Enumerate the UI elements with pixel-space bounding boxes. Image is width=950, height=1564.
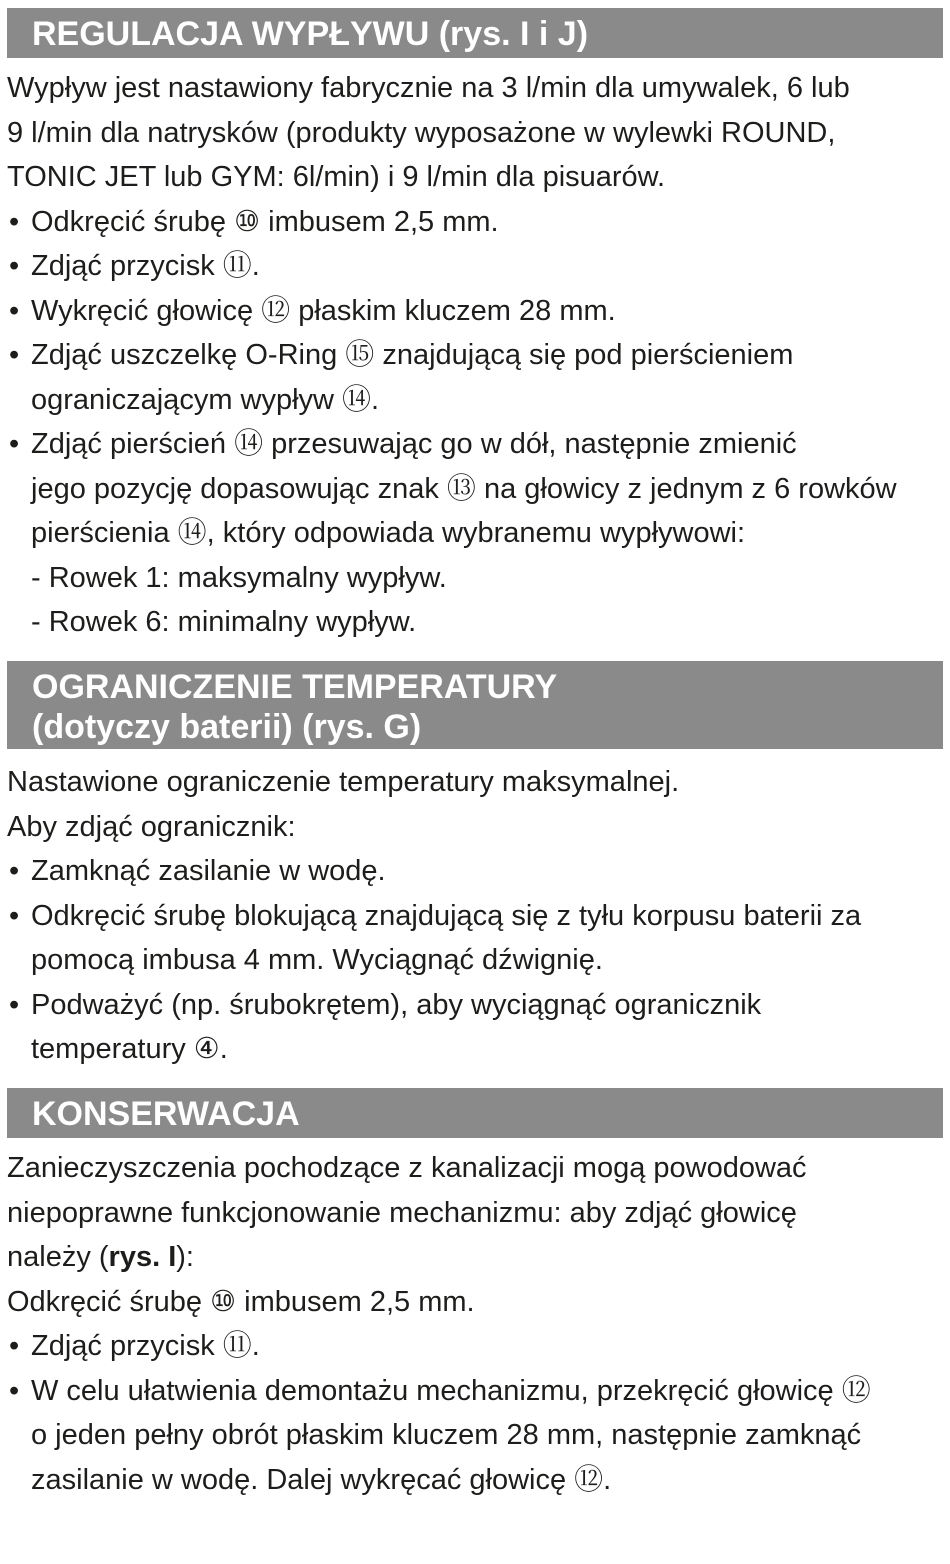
section-title-line1: OGRANICZENIE TEMPERATURY — [32, 668, 558, 706]
text-fragment: należy ( — [7, 1241, 109, 1273]
section-title: REGULACJA WYPŁYWU (rys. I i J) — [32, 15, 589, 53]
text-fragment: ): — [176, 1241, 194, 1273]
text-line: TONIC JET lub GYM: 6l/min) i 9 l/min dla pisuarów. — [7, 161, 666, 193]
bullet-item: • Odkręcić śrubę blokującą znajdującą się z tyłu korpusu baterii za — [7, 894, 943, 939]
text-line: zasilanie w wodę. Dalej wykręcać głowicę ⑫. — [31, 1463, 612, 1496]
text-line: Odkręcić śrubę ⑩ imbusem 2,5 mm. — [7, 1285, 475, 1318]
text-line: Aby zdjąć ogranicznik: — [7, 810, 296, 843]
text-line: Nastawione ograniczenie temperatury maksymalnej. — [7, 766, 680, 798]
section-header-maintenance — [7, 1088, 943, 1138]
section-header-flow-regulation — [7, 8, 943, 58]
bullet-item: • Zamknąć zasilanie w wodę. — [7, 849, 943, 894]
bullet-item: • W celu ułatwienia demontażu mechanizmu, przekręcić głowicę ⑫ — [7, 1369, 943, 1414]
text-line: o jeden pełny obrót płaskim kluczem 28 mm, następnie zamknąć — [31, 1419, 862, 1451]
text-line: 9 l/min dla natrysków (produkty wyposażone w wylewki ROUND, — [7, 116, 836, 149]
section-body-temperature-limit — [7, 760, 943, 1072]
section-body-flow-regulation — [7, 66, 943, 645]
bullet-item: • Zdjąć uszczelkę O-Ring ⑮ znajdującą się pod pierścieniem — [7, 333, 943, 378]
bold-reference: rys. I — [108, 1241, 177, 1273]
section-title-line2: (dotyczy baterii) (rys. G) — [32, 708, 422, 746]
bullet-item: • Podważyć (np. śrubokrętem), aby wyciągnąć ogranicznik — [7, 983, 943, 1028]
section-body-maintenance — [7, 1146, 943, 1502]
section-title: KONSERWACJA — [32, 1095, 300, 1133]
text-line: Wypływ jest nastawiony fabrycznie na 3 l/min dla umywalek, 6 lub — [7, 72, 850, 104]
text-line: pomocą imbusa 4 mm. Wyciągnąć dźwignię. — [31, 944, 603, 976]
bullet-item: • Zdjąć przycisk ⑪. — [7, 1324, 943, 1369]
bullet-item: • Zdjąć pierścień ⑭ przesuwając go w dół, następnie zmienić — [7, 422, 943, 467]
text-line: Zanieczyszczenia pochodzące z kanalizacji mogą powodować — [7, 1152, 807, 1184]
bullet-item: • Odkręcić śrubę ⑩ imbusem 2,5 mm. — [7, 200, 943, 245]
section-header-temperature-limit — [7, 661, 943, 749]
bullet-item: • Zdjąć przycisk ⑪. — [7, 244, 943, 289]
text-line: - Rowek 6: minimalny wypływ. — [31, 606, 417, 638]
text-line: niepoprawne funkcjonowanie mechanizmu: aby zdjąć głowicę — [7, 1196, 797, 1229]
text-line: - Rowek 1: maksymalny wypływ. — [31, 561, 447, 594]
text-line: temperatury ④. — [31, 1033, 228, 1065]
bullet-item: • Wykręcić głowicę ⑫ płaskim kluczem 28 mm. — [7, 289, 943, 334]
text-line: ograniczającym wypływ ⑭. — [31, 383, 380, 416]
text-line: pierścienia ⑭, który odpowiada wybranemu wypływowi: — [31, 517, 746, 549]
text-line — [7, 1235, 943, 1280]
text-line: jego pozycję dopasowując znak ⑬ na głowicy z jednym z 6 rowków — [31, 472, 897, 505]
